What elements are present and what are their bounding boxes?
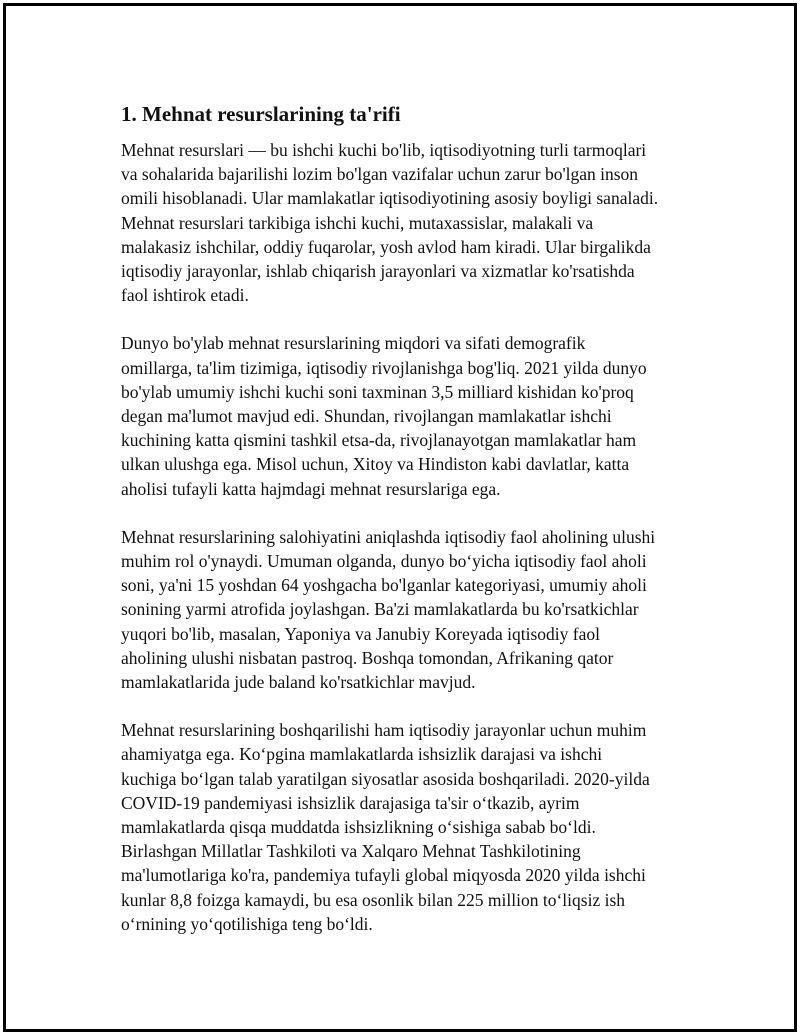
paragraph-line: Mehnat resurslari — bu ishchi kuchi bo'lib, iqtisodiyotning turli tarmoqlari: [121, 140, 647, 160]
paragraph-line: Mehnat resurslari tarkibiga ishchi kuchi, mutaxassislar, malakali va: [121, 212, 594, 233]
paragraph-line: malakasiz ishchilar, oddiy fuqarolar, yosh avlod ham kiradi. Ular birgalikda: [121, 236, 651, 257]
paragraph-line: faol ishtirok etadi.: [121, 285, 249, 306]
paragraph-line: kunlar 8,8 foizga kamaydi, bu esa osonlik bilan 225 million to‘liqsiz ish: [121, 889, 626, 910]
paragraph-line: Mehnat resurslarining boshqarilishi ham iqtisodiy jarayonlar uchun muhim: [121, 720, 647, 741]
paragraph-line: sonining yarmi atrofida joylashgan. Ba'zi mamlakatlarda bu ko'rsatkichlar: [121, 599, 639, 620]
paragraph-line: o‘rnining yo‘qotilishiga teng bo‘ldi.: [121, 913, 373, 934]
paragraph-line: ma'lumotlariga ko'ra, pandemiya tufayli global miqyosda 2020 yilda ishchi: [121, 865, 646, 886]
paragraph-line: soni, ya'ni 15 yoshdan 64 yoshgacha bo'lganlar kategoriyasi, umumiy aholi: [121, 575, 647, 596]
paragraph-line: omillarga, ta'lim tizimiga, iqtisodiy rivojlanishga bog'liq. 2021 yilda dunyo: [121, 357, 647, 378]
paragraph-line: kuchining katta qismini tashkil etsa-da, rivojlanayotgan mamlakatlar ham: [121, 430, 637, 451]
paragraph-line: Dunyo bo'ylab mehnat resurslarining miqdori va sifati demografik: [121, 333, 586, 354]
paragraph-world-labor: [121, 331, 701, 500]
paragraph-line: Mehnat resurslarining salohiyatini aniqlashda iqtisodiy faol aholining ulushi: [121, 526, 656, 547]
document-body: [121, 100, 701, 960]
paragraph-line: mamlakatlarida jude baland ko'rsatkichlar mavjud.: [121, 672, 476, 693]
paragraph-line: degan ma'lumot mavjud edi. Shundan, rivojlangan mamlakatlar ishchi: [121, 406, 612, 427]
paragraph-line: iqtisodiy jarayonlar, ishlab chiqarish jarayonlari va xizmatlar ko'rsatishda: [121, 261, 635, 282]
paragraph-active-population: [121, 525, 701, 694]
paragraph-management: [121, 718, 701, 936]
paragraph-line: Birlashgan Millatlar Tashkiloti va Xalqaro Mehnat Tashkilotining: [121, 841, 581, 862]
paragraph-line: bo'ylab umumiy ishchi kuchi soni taxminan 3,5 milliard kishidan ko'proq: [121, 381, 634, 402]
paragraph-line: omili hisoblanadi. Ular mamlakatlar iqtisodiyotining asosiy boyligi sanaladi.: [121, 188, 659, 209]
paragraph-line: kuchiga bo‘lgan talab yaratilgan siyosatlar asosida boshqariladi. 2020-yilda: [121, 768, 650, 789]
paragraph-line: ahamiyatga ega. Ko‘pgina mamlakatlarda ishsizlik darajasi va ishchi: [121, 744, 603, 765]
paragraph-line: va sohalarida bajarilishi lozim bo'lgan vazifalar uchun zarur bo'lgan inson: [121, 164, 639, 185]
document-page: [3, 3, 797, 1032]
paragraph-line: muhim rol o'ynaydi. Umuman olganda, dunyo bo‘yicha iqtisodiy faol aholi: [121, 551, 647, 572]
paragraph-line: mamlakatlarda qisqa muddatda ishsizlikning o‘sishiga sabab bo‘ldi.: [121, 817, 596, 838]
paragraph-line: yuqori bo'lib, masalan, Yaponiya va Janubiy Koreyada iqtisodiy faol: [121, 623, 600, 644]
paragraph-definition: [121, 138, 701, 307]
paragraph-line: COVID-19 pandemiyasi ishsizlik darajasiga ta'sir o‘tkazib, ayrim: [121, 792, 580, 813]
paragraph-line: aholisi tufayli katta hajmdagi mehnat resurslariga ega.: [121, 478, 501, 499]
section-heading: 1. Mehnat resurslarining ta'rifi: [121, 102, 401, 126]
paragraph-line: aholining ulushi nisbatan pastroq. Boshqa tomondan, Afrikaning qator: [121, 647, 614, 668]
paragraph-line: ulkan ulushga ega. Misol uchun, Xitoy va Hindiston kabi davlatlar, katta: [121, 454, 630, 475]
